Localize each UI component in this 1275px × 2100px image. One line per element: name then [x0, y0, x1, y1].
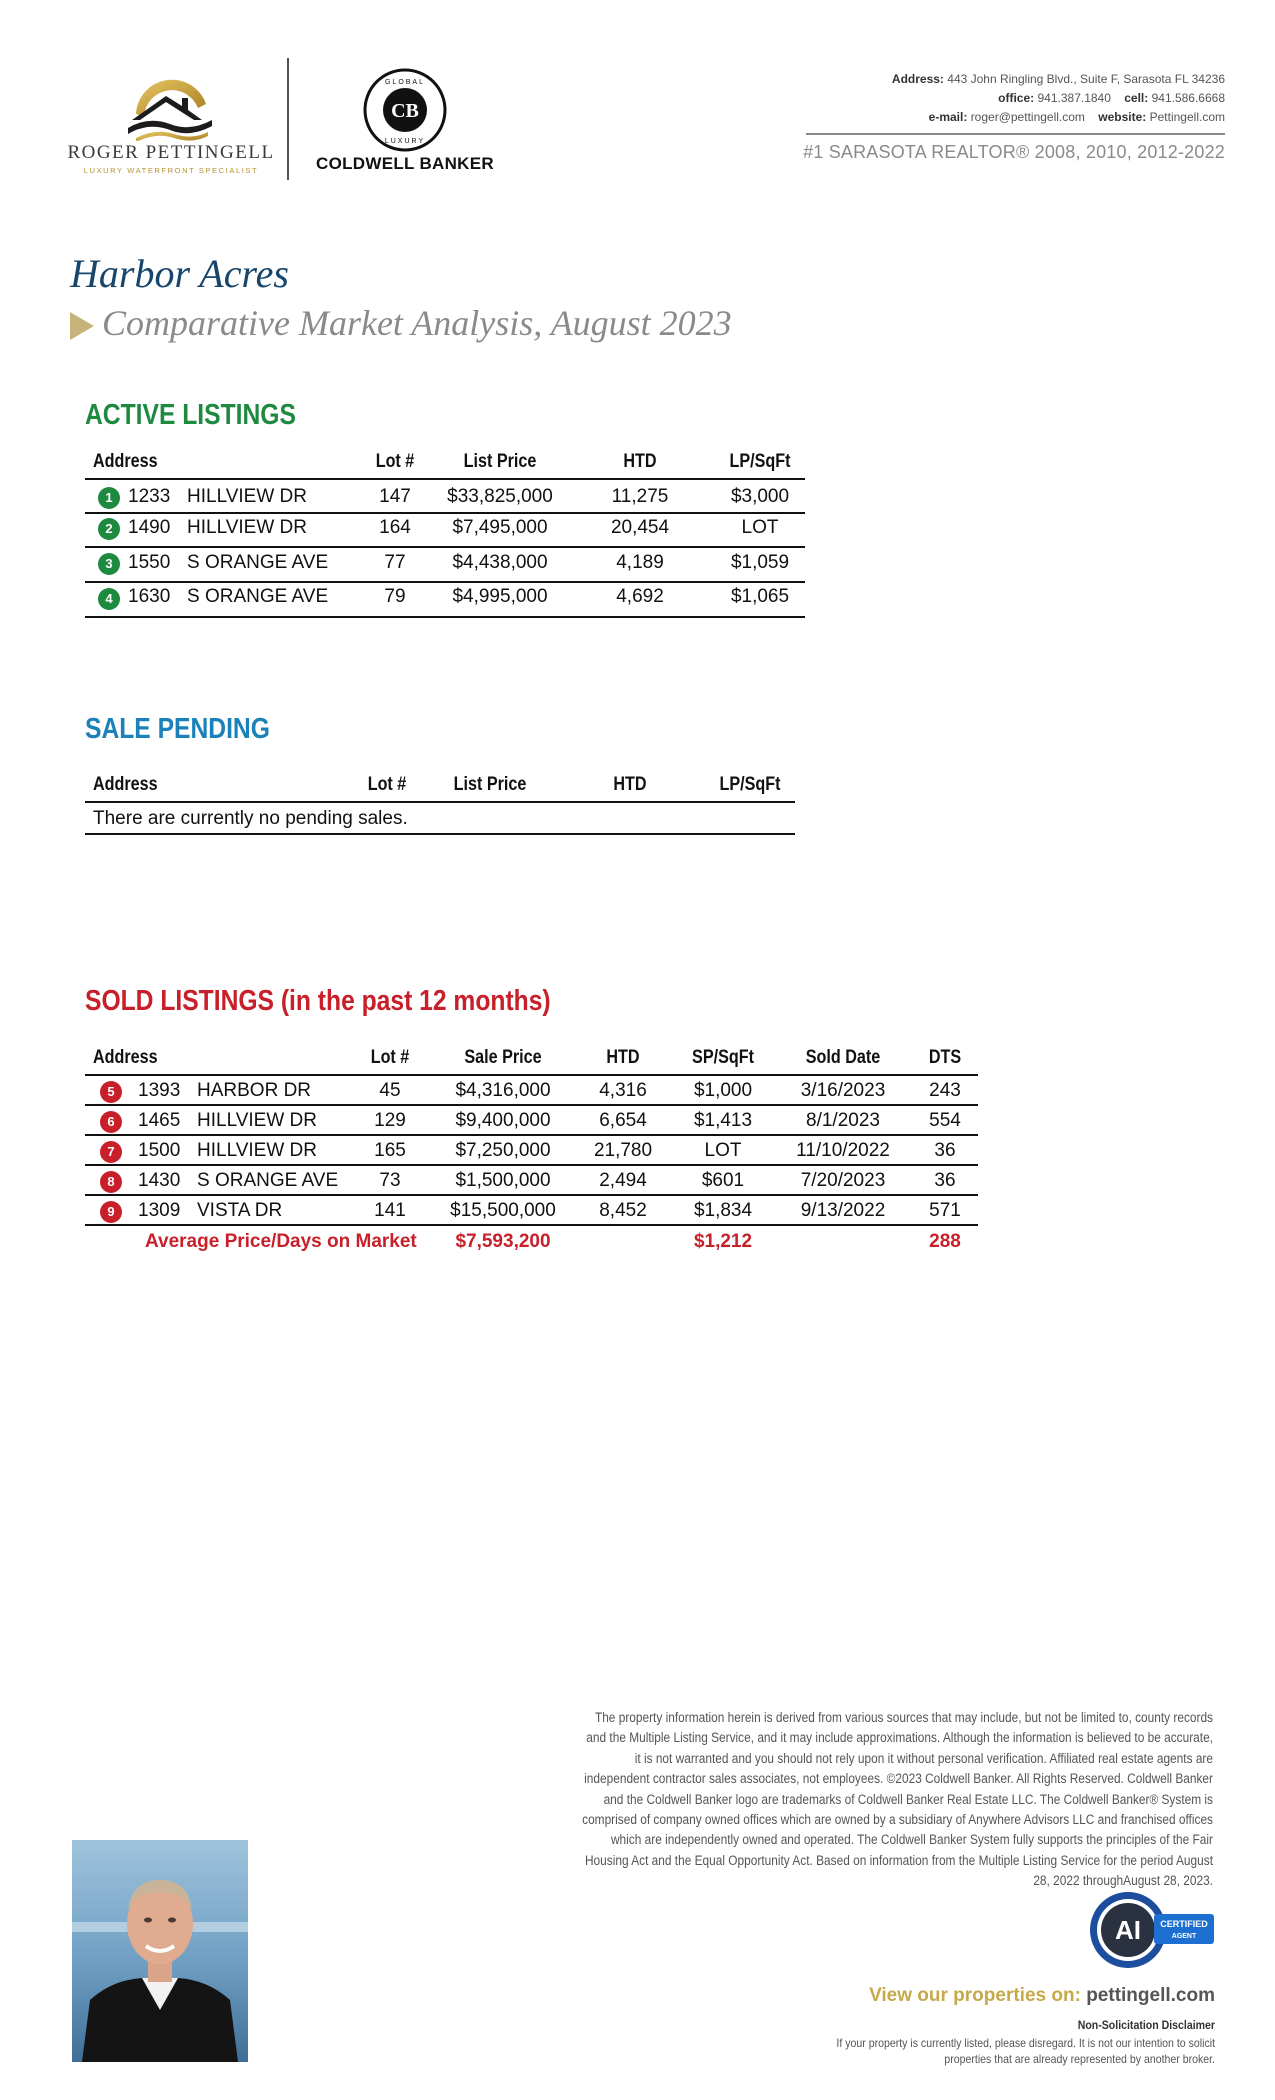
average-dts: 288 — [929, 1231, 961, 1252]
street-name: HARBOR DR — [197, 1080, 312, 1101]
sold-listings-heading: SOLD LISTINGS (in the past 12 months) — [85, 985, 551, 1017]
lp-sqft: $1,059 — [730, 552, 790, 573]
days-to-sell: 571 — [929, 1200, 961, 1221]
table-rule — [85, 512, 805, 514]
listing-number-badge: 4 — [98, 588, 120, 610]
lot-number: 165 — [374, 1140, 406, 1161]
street-number: 1430 — [138, 1170, 181, 1191]
listing-number-badge: 5 — [100, 1081, 122, 1103]
htd: 4,189 — [616, 552, 664, 573]
days-to-sell: 554 — [929, 1110, 961, 1131]
active-listings-heading: ACTIVE LISTINGS — [85, 399, 296, 431]
non-solicitation-title: Non-Solicitation Disclaimer — [1077, 2018, 1215, 2032]
col-header-sale-price: Sale Price — [464, 1047, 542, 1068]
lot-number: 141 — [374, 1200, 406, 1221]
listing-number-badge: 3 — [98, 553, 120, 575]
street-number: 1630 — [128, 586, 171, 607]
htd: 4,692 — [616, 586, 664, 607]
address-line — [765, 70, 1225, 89]
table-rule — [85, 546, 805, 548]
legal-disclaimer: The property information herein is derived from various sources that may include, but not be limited to, county records and the Multiple Listing Service, and it may include approximations. Although the information is believed to be accurate, it is not warranted and you should not rely upon it without personal verification. Affiliated real estate agents are independent contractor sales associates, not employees. ©2023 Coldwell Banker. All Rights Reserved. Coldwell Banker and the Coldwell Banker logo are trademarks of Coldwell Banker Real Estate LLC. The Coldwell Banker® System is comprised of company owned offices which are owned by a subsidiary of Anywhere Advisors LLC and franchised offices which are independently owned and operated. The Coldwell Banker System fully supports the principles of the Fair Housing Act and the Equal Opportunity Act. Based on information from the Multiple Listing Service for the period August 28, 2022 throughAugust 28, 2023. — [582, 1710, 1213, 1889]
col-header-sold-date: Sold Date — [805, 1047, 881, 1068]
address-value: 443 John Ringling Blvd., Suite F, Sarasota FL 34236 — [947, 72, 1225, 86]
street-number: 1309 — [138, 1200, 181, 1221]
list-price: $4,438,000 — [452, 552, 548, 573]
arrow-bullet-icon — [70, 312, 94, 340]
svg-text:LUXURY: LUXURY — [384, 138, 426, 145]
days-to-sell: 36 — [934, 1140, 956, 1161]
ai-badge-agent: AGENT — [1171, 1933, 1197, 1940]
contact-block — [765, 70, 1225, 127]
street-name: HILLVIEW DR — [187, 517, 308, 538]
street-number: 1233 — [128, 486, 171, 507]
ai-badge-text: AI — [1115, 1915, 1141, 1945]
sold-date: 3/16/2023 — [800, 1080, 886, 1101]
col-header-list-price: List Price — [463, 451, 537, 472]
col-header-dts: DTS — [928, 1047, 962, 1068]
sale-price: $4,316,000 — [455, 1080, 551, 1101]
svg-text:CB: CB — [391, 100, 419, 122]
lp-sqft: LOT — [741, 517, 779, 538]
street-name: HILLVIEW DR — [197, 1110, 318, 1131]
sale-price: $7,250,000 — [455, 1140, 551, 1161]
table-rule — [85, 833, 795, 835]
listing-number-badge: 9 — [100, 1201, 122, 1223]
roger-pettingell-logo — [66, 66, 276, 178]
table-rule — [85, 478, 805, 480]
col-header-lp-sqft: LP/SqFt — [719, 774, 781, 795]
table-rule — [85, 616, 805, 618]
htd: 6,654 — [599, 1110, 647, 1131]
ai-badge-certified: CERTIFIED — [1160, 1919, 1208, 1929]
street-number: 1490 — [128, 517, 171, 538]
email-line — [765, 108, 1225, 127]
cell-label: cell: — [1124, 91, 1149, 105]
list-price: $4,995,000 — [452, 586, 548, 607]
lp-sqft: $1,065 — [730, 586, 790, 607]
cell-value[interactable]: 941.586.6668 — [1151, 91, 1225, 105]
page-title: Harbor Acres — [70, 251, 289, 296]
table-rule — [85, 581, 805, 583]
no-pending-message: There are currently no pending sales. — [93, 808, 408, 829]
website-link[interactable]: pettingell.com — [1086, 1985, 1215, 2006]
sp-sqft: $1,413 — [693, 1110, 753, 1131]
street-number: 1393 — [138, 1080, 181, 1101]
house-wave-icon — [66, 66, 276, 141]
table-rule — [85, 1074, 978, 1076]
htd: 21,780 — [593, 1140, 653, 1161]
table-rule — [85, 1224, 978, 1226]
street-name: S ORANGE AVE — [187, 552, 329, 573]
lot-number: 77 — [384, 552, 406, 573]
col-header-address: Address — [93, 1047, 158, 1068]
listing-number-badge: 2 — [98, 518, 120, 540]
sale-price: $9,400,000 — [455, 1110, 551, 1131]
office-value[interactable]: 941.387.1840 — [1037, 91, 1111, 105]
col-header-list-price: List Price — [453, 774, 527, 795]
sold-date: 9/13/2022 — [800, 1200, 886, 1221]
email-link[interactable]: roger@pettingell.com — [970, 110, 1085, 124]
sp-sqft: $601 — [701, 1170, 745, 1191]
days-to-sell: 36 — [934, 1170, 956, 1191]
sale-pending-heading: SALE PENDING — [85, 713, 270, 745]
days-to-sell: 243 — [929, 1080, 961, 1101]
col-header-htd: HTD — [623, 451, 657, 472]
col-header-lp-sqft: LP/SqFt — [729, 451, 791, 472]
lot-number: 147 — [379, 486, 411, 507]
lot-number: 45 — [379, 1080, 401, 1101]
page-subtitle: Comparative Market Analysis, August 2023 — [102, 303, 732, 343]
address-label: Address: — [891, 72, 944, 86]
street-name: HILLVIEW DR — [187, 486, 308, 507]
office-label: office: — [998, 91, 1035, 105]
ai-certified-agent-badge-icon — [1088, 1890, 1218, 1970]
listing-number-badge: 8 — [100, 1171, 122, 1193]
street-name: VISTA DR — [197, 1200, 283, 1221]
listing-number-badge: 6 — [100, 1111, 122, 1133]
col-header-address: Address — [93, 774, 158, 795]
svg-text:GLOBAL: GLOBAL — [384, 79, 426, 86]
website-label: website: — [1098, 110, 1147, 124]
website-link[interactable]: Pettingell.com — [1149, 110, 1225, 124]
sale-price: $1,500,000 — [455, 1170, 551, 1191]
coldwell-banker-name: COLDWELL BANKER — [316, 154, 494, 173]
htd: 2,494 — [599, 1170, 647, 1191]
sp-sqft: $1,834 — [693, 1200, 753, 1221]
htd: 4,316 — [599, 1080, 647, 1101]
non-solicitation-text: If your property is currently listed, please disregard. It is not our intention to solicit properties that are already represented by another broker. — [836, 2036, 1215, 2066]
email-label: e-mail: — [928, 110, 968, 124]
street-name: S ORANGE AVE — [187, 586, 329, 607]
htd: 20,454 — [610, 517, 670, 538]
brand-name: ROGER PETTINGELL — [67, 142, 275, 163]
col-header-htd: HTD — [613, 774, 647, 795]
table-rule — [85, 1134, 978, 1136]
table-rule — [85, 1194, 978, 1196]
average-label: Average Price/Days on Market — [145, 1231, 417, 1252]
htd: 11,275 — [611, 486, 669, 507]
average-sp-sqft: $1,212 — [693, 1231, 753, 1252]
list-price: $33,825,000 — [447, 486, 553, 507]
sold-date: 7/20/2023 — [800, 1170, 886, 1191]
global-luxury-seal-icon — [305, 66, 505, 152]
sp-sqft: $1,000 — [693, 1080, 753, 1101]
brand-tagline: LUXURY WATERFRONT SPECIALIST — [83, 166, 259, 175]
lot-number: 129 — [374, 1110, 406, 1131]
contact-divider — [806, 133, 1225, 135]
sp-sqft: LOT — [704, 1140, 742, 1161]
htd: 8,452 — [599, 1200, 647, 1221]
col-header-htd: HTD — [606, 1047, 640, 1068]
col-header-lot: Lot # — [370, 1047, 410, 1068]
sold-date: 8/1/2023 — [806, 1110, 880, 1131]
view-properties-label: View our properties on: — [869, 1985, 1081, 2006]
view-properties-line[interactable] — [869, 1985, 1215, 2007]
lp-sqft: $3,000 — [730, 486, 790, 507]
award-line: #1 SARASOTA REALTOR® 2008, 2010, 2012-2022 — [803, 142, 1225, 162]
lot-number: 73 — [379, 1170, 401, 1191]
table-rule — [85, 1104, 978, 1106]
listing-number-badge: 7 — [100, 1141, 122, 1163]
street-name: S ORANGE AVE — [197, 1170, 339, 1191]
col-header-address: Address — [93, 451, 158, 472]
list-price: $7,495,000 — [452, 517, 548, 538]
listing-number-badge: 1 — [98, 487, 120, 509]
col-header-sp-sqft: SP/SqFt — [692, 1047, 754, 1068]
street-number: 1500 — [138, 1140, 181, 1161]
agent-headshot-photo — [72, 1840, 248, 2062]
lot-number: 164 — [379, 517, 411, 538]
sold-date: 11/10/2022 — [796, 1140, 890, 1161]
table-rule — [85, 1164, 978, 1166]
coldwell-banker-logo — [305, 66, 505, 178]
logo-divider — [287, 58, 289, 180]
table-rule — [85, 801, 795, 803]
street-name: HILLVIEW DR — [197, 1140, 318, 1161]
street-number: 1465 — [138, 1110, 181, 1131]
lot-number: 79 — [384, 586, 406, 607]
sale-price: $15,500,000 — [450, 1200, 556, 1221]
street-number: 1550 — [128, 552, 171, 573]
col-header-lot: Lot # — [367, 774, 407, 795]
average-price: $7,593,200 — [455, 1231, 551, 1252]
col-header-lot: Lot # — [375, 451, 415, 472]
phone-line — [765, 89, 1225, 108]
